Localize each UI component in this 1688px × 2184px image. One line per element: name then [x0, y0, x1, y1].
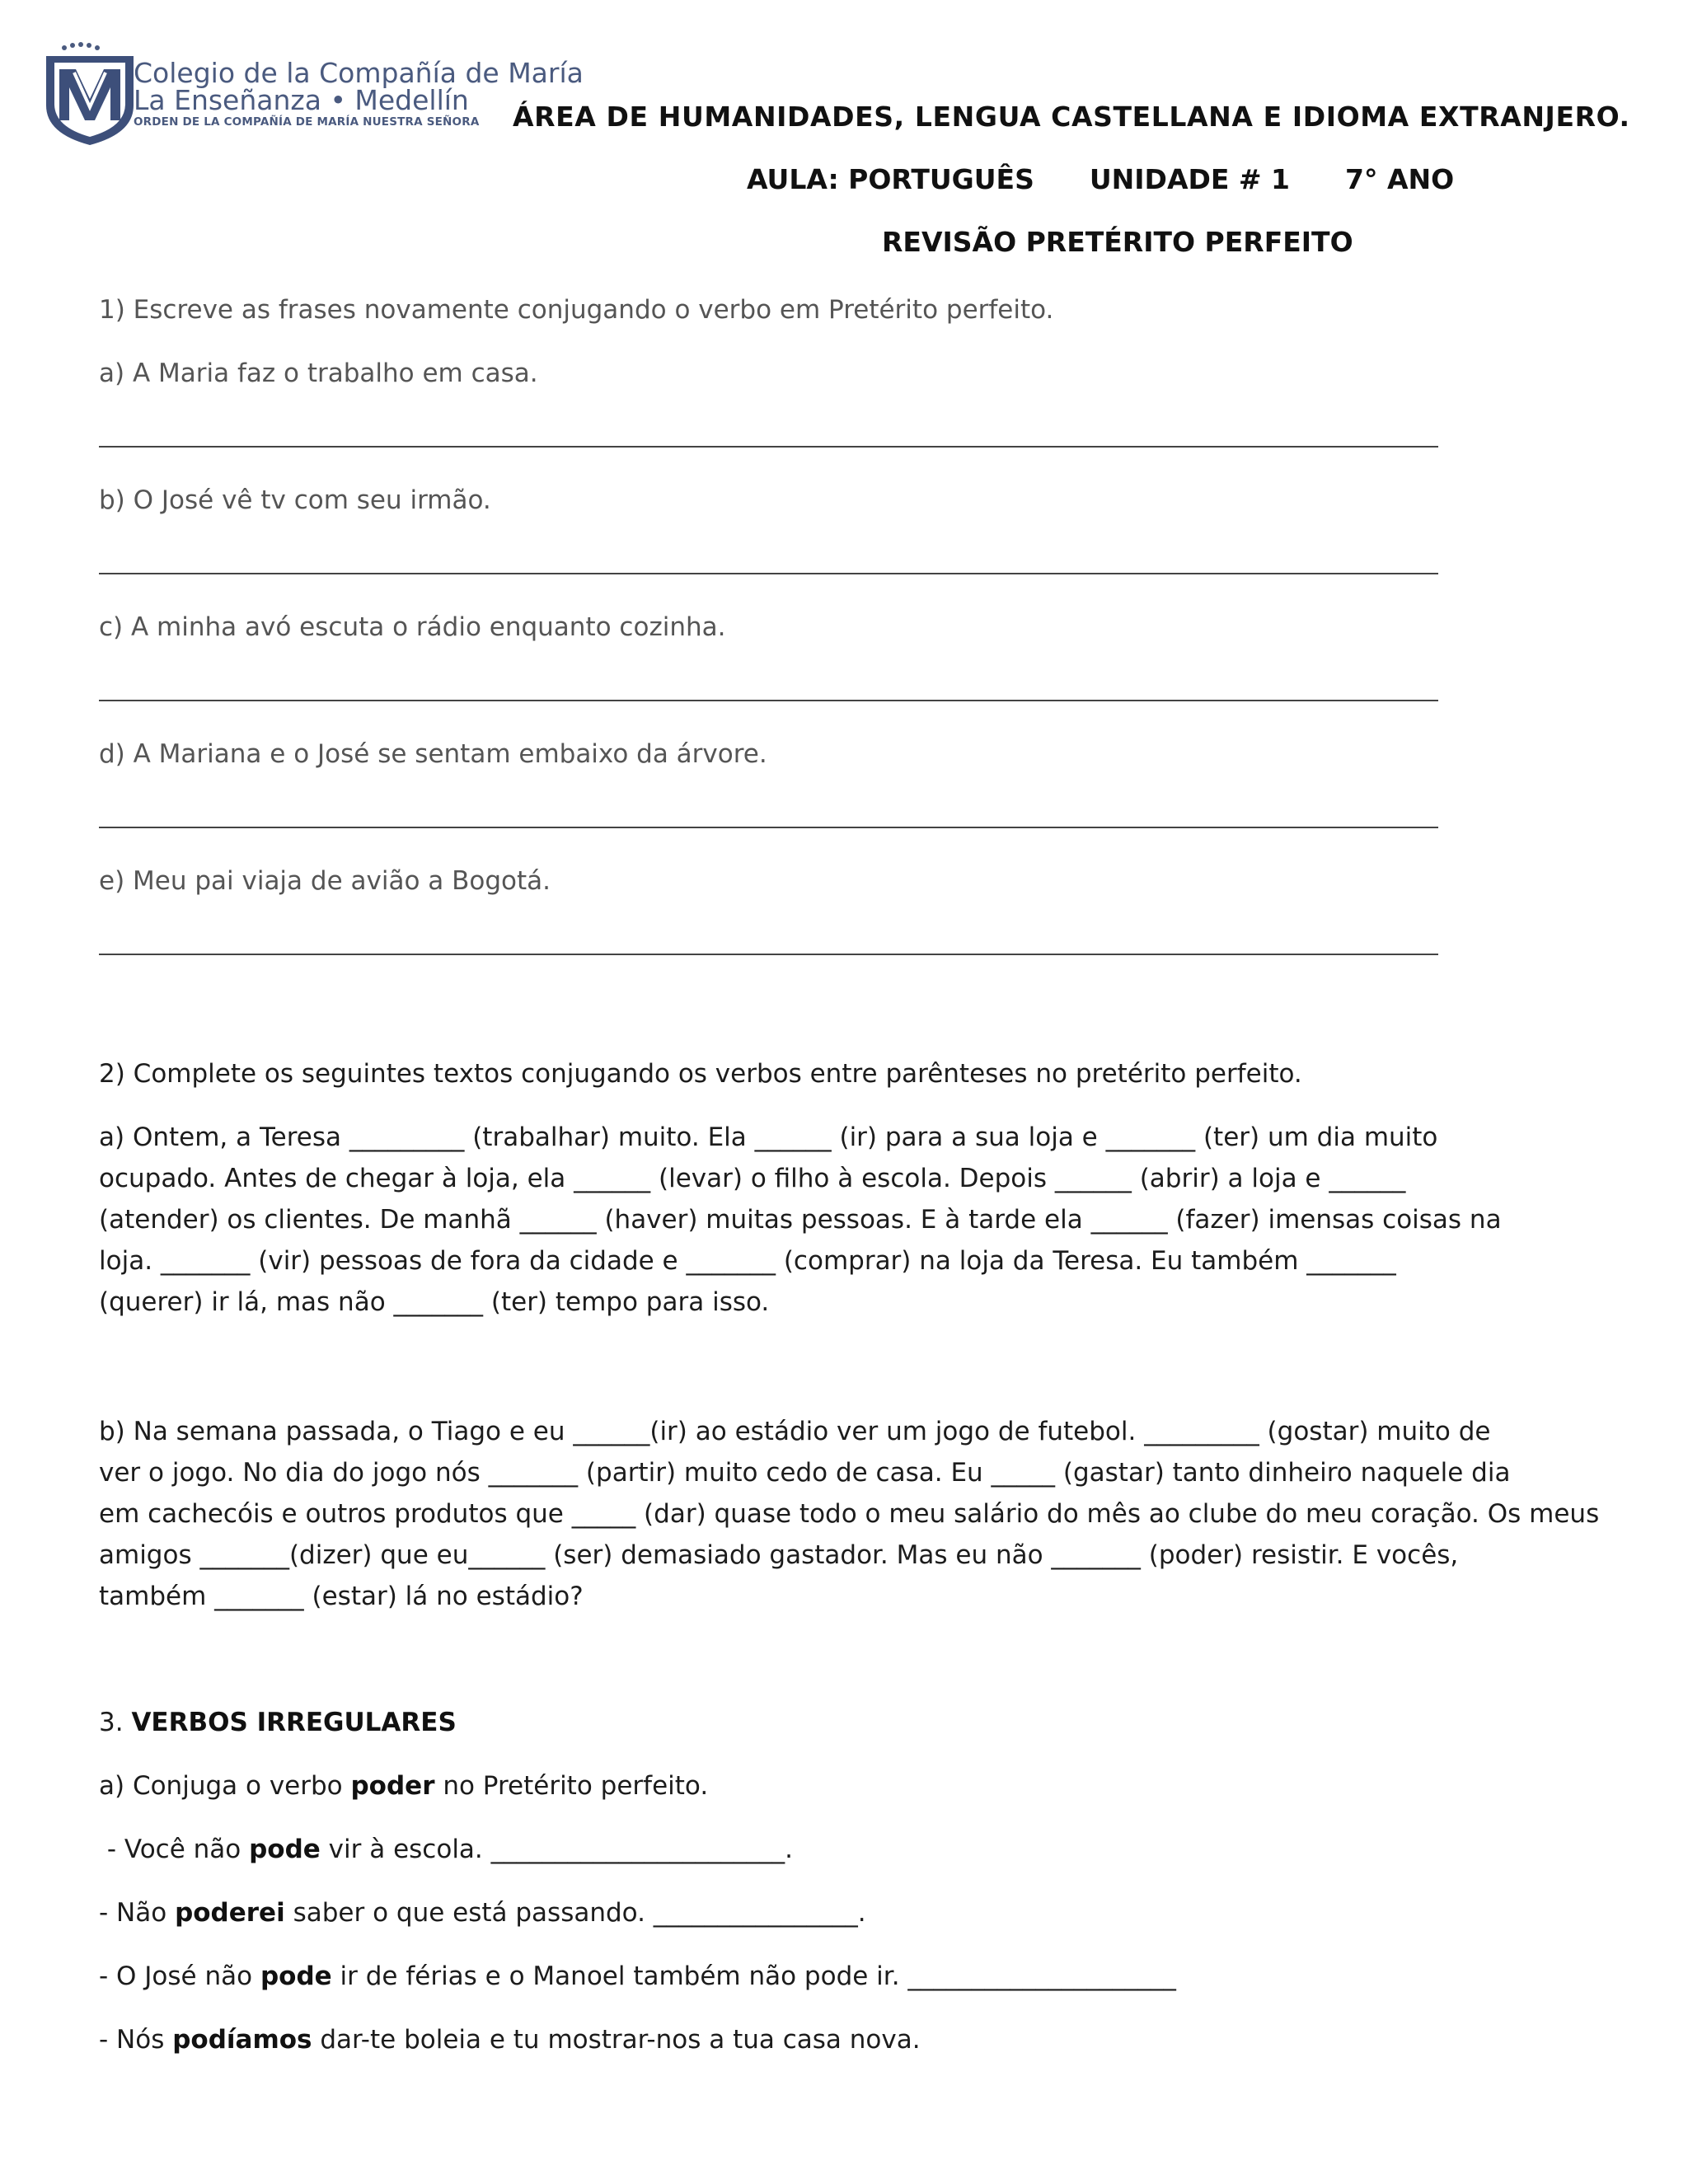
item-verb: pode	[249, 1835, 321, 1864]
text-b-line: também _______ (estar) lá no estádio?	[99, 1582, 584, 1611]
item-verb: pode	[260, 1961, 332, 1991]
text-a-line: loja. _______ (vir) pessoas de fora da cidade e _______ (comprar) na loja da Teresa. Eu também _______	[99, 1246, 1396, 1276]
item-text: - Não	[99, 1898, 167, 1928]
fill-in-text-b[interactable]	[99, 1411, 1600, 1617]
text-b-line: em cachecóis e outros produtos que _____ (dar) quase todo o meu salário do mês ao clube do meu coração. Os meus	[99, 1499, 1600, 1529]
item-text: - Nós	[99, 2025, 165, 2055]
conjugation-item[interactable]	[99, 2025, 921, 2055]
text-a-line: a) Ontem, a Teresa _________ (trabalhar) muito. Ela ______ (ir) para a sua loja e _______ (ter) um dia muito	[99, 1122, 1438, 1152]
item-text: vir à escola. _______________________.	[328, 1835, 793, 1864]
answer-line[interactable]	[99, 573, 1438, 574]
school-order-line: ORDEN DE LA COMPAÑÍA DE MARÍA NUESTRA SEÑORA	[134, 115, 480, 129]
item-text: dar-te boleia e tu mostrar-nos a tua casa nova.	[320, 2025, 921, 2055]
school-name-line1: Colegio de la Compañía de María	[134, 57, 584, 89]
section3-instruction	[99, 1771, 708, 1801]
item-text: - Você não	[99, 1835, 241, 1864]
answer-line[interactable]	[99, 827, 1438, 828]
topic-heading: REVISÃO PRETÉRITO PERFEITO	[882, 226, 1353, 258]
conjugation-item[interactable]	[99, 1835, 793, 1864]
item-verb: podíamos	[172, 2025, 312, 2055]
text-b-line: ver o jogo. No dia do jogo nós _______ (partir) muito cedo de casa. Eu _____ (gastar) tanto dinheiro naquele dia	[99, 1458, 1511, 1488]
school-name-line2: La Enseñanza • Medellín	[134, 84, 469, 116]
item-text: saber o que está passando. ________________.	[293, 1898, 866, 1928]
conjugation-item[interactable]	[99, 1898, 866, 1928]
instruction-text: a) Conjuga o verbo	[99, 1771, 343, 1801]
exercise-item: a) A Maria faz o trabalho em casa.	[99, 359, 538, 388]
grade-label: 7° ANO	[1345, 163, 1455, 195]
exercise-item: b) O José vê tv com seu irmão.	[99, 485, 491, 515]
text-a-line: (querer) ir lá, mas não _______ (ter) tempo para isso.	[99, 1287, 770, 1317]
answer-line[interactable]	[99, 954, 1438, 955]
section3-heading	[99, 1708, 457, 1737]
answer-line[interactable]	[99, 700, 1438, 701]
exercise-item: e) Meu pai viaja de avião a Bogotá.	[99, 866, 551, 896]
item-verb: poderei	[175, 1898, 285, 1928]
item-text: - O José não	[99, 1961, 253, 1991]
text-a-line: (atender) os clientes. De manhã ______ (haver) muitas pessoas. E à tarde ela ______ (fazer) imensas coisas na	[99, 1205, 1502, 1235]
conjugation-item[interactable]	[99, 1961, 1176, 1991]
text-b-line: amigos _______(dizer) que eu______ (ser) demasiado gastador. Mas eu não _______ (poder) resistir. E vocês,	[99, 1540, 1459, 1570]
section3-title: VERBOS IRREGULARES	[131, 1708, 457, 1737]
section2-instruction: 2) Complete os seguintes textos conjugando os verbos entre parênteses no pretérito perfeito.	[99, 1059, 1302, 1089]
unit-label: UNIDADE # 1	[1089, 163, 1291, 195]
subject-label: AULA: PORTUGUÊS	[747, 163, 1034, 195]
exercise-item: d) A Mariana e o José se sentam embaixo da árvore.	[99, 739, 767, 769]
area-heading: ÁREA DE HUMANIDADES, LENGUA CASTELLANA E IDIOMA EXTRANJERO.	[513, 101, 1630, 133]
exercise-item: c) A minha avó escuta o rádio enquanto cozinha.	[99, 612, 726, 642]
school-crest-icon	[41, 41, 140, 147]
section1-instruction: 1) Escreve as frases novamente conjugando o verbo em Pretérito perfeito.	[99, 295, 1054, 325]
item-text: ir de férias e o Manoel também não pode ir. _____________________	[340, 1961, 1176, 1991]
text-b-line: b) Na semana passada, o Tiago e eu ______(ir) ao estádio ver um jogo de futebol. _________ (gostar) muito de	[99, 1417, 1491, 1446]
instruction-text: no Pretérito perfeito.	[443, 1771, 709, 1801]
instruction-verb: poder	[350, 1771, 435, 1801]
answer-line[interactable]	[99, 446, 1438, 448]
school-logo	[41, 41, 584, 148]
class-info-heading	[747, 163, 1454, 195]
text-a-line: ocupado. Antes de chegar à loja, ela ______ (levar) o filho à escola. Depois ______ (abrir) a loja e ______	[99, 1164, 1406, 1193]
fill-in-text-a[interactable]	[99, 1117, 1582, 1323]
section3-number: 3.	[99, 1708, 124, 1737]
